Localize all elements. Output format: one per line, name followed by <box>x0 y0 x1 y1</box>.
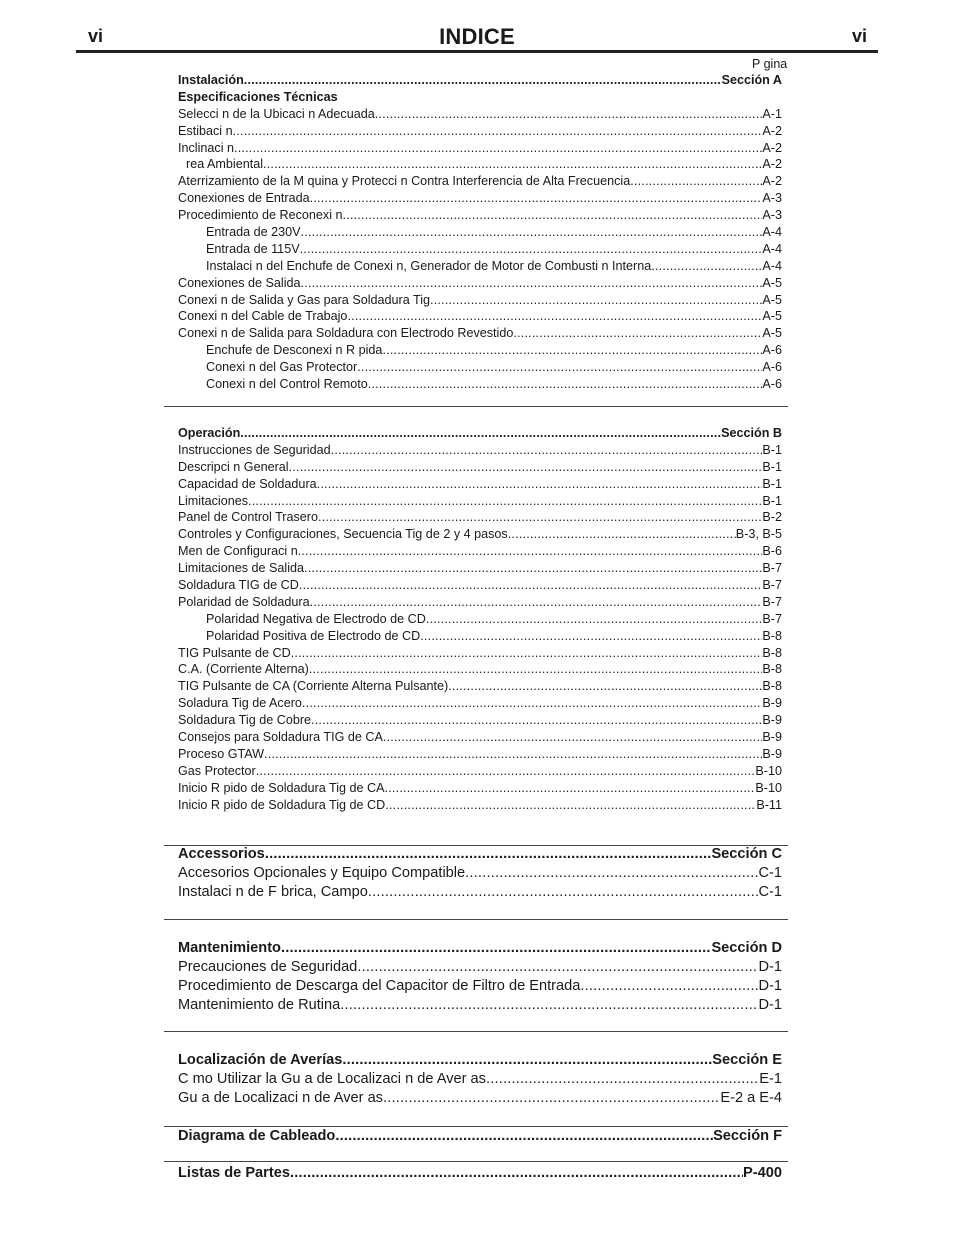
toc-entry-label: Mantenimiento de Rutina <box>178 997 341 1013</box>
toc-entry-label: Procedimiento de Reconexi n <box>178 208 343 223</box>
toc-entry-label: Estibaci n <box>178 123 233 138</box>
dot-leader <box>264 746 762 763</box>
toc-entry-page: Sección D <box>711 940 782 956</box>
toc-entry-page: B-9 <box>762 746 782 761</box>
toc-entry <box>178 611 782 628</box>
toc-entry-page: B-6 <box>762 544 782 559</box>
toc-entry-label: C mo Utilizar la Gu a de Localizaci n de Aver as <box>178 1071 486 1087</box>
toc-entry-label: Soldadura Tig de Cobre <box>178 713 312 728</box>
dot-leader <box>281 939 711 958</box>
toc-entry-page: Sección C <box>711 846 782 862</box>
toc-entry-label: Conexi n de Salida para Soldadura con Electrodo Revestido <box>178 326 514 341</box>
dot-leader <box>317 476 763 493</box>
toc-entry-label: Soladura Tig de Acero <box>178 696 302 711</box>
dot-leader <box>340 996 758 1015</box>
toc-entry-label: Limitaciones de Salida <box>178 561 305 576</box>
toc-entry-label: TIG Pulsante de CD <box>178 645 291 660</box>
toc-entry-page: A-5 <box>762 292 782 307</box>
dot-leader <box>301 224 763 241</box>
toc-entry-page: B-9 <box>762 696 782 711</box>
dot-leader <box>233 123 763 140</box>
toc-entry <box>178 958 782 977</box>
dot-leader <box>244 72 722 89</box>
toc-section-f <box>178 1127 782 1146</box>
toc-entry <box>178 442 782 459</box>
toc-entry-page: B-10 <box>755 763 782 778</box>
section-divider <box>164 406 788 407</box>
toc-entry-label: Instalación <box>178 73 244 87</box>
toc-entry <box>178 560 782 577</box>
toc-entry-page: A-6 <box>762 343 782 358</box>
dot-leader <box>508 526 736 543</box>
toc-entry-page: A-4 <box>762 225 782 240</box>
dot-leader <box>347 308 762 325</box>
toc-entry-label: Localización de Averías <box>178 1052 343 1068</box>
toc-entry-page: C-1 <box>758 884 782 900</box>
toc-entry-label: Procedimiento de Descarga del Capacitor de Filtro de Entrada <box>178 978 581 994</box>
toc-entry-page: B-11 <box>756 797 782 812</box>
toc-entry-page: A-3 <box>762 208 782 223</box>
dot-leader <box>248 493 762 510</box>
dot-leader <box>335 1127 713 1146</box>
section-divider <box>164 1161 788 1162</box>
toc-entry-label: Operación <box>178 426 241 440</box>
toc-entry-label: Listas de Partes <box>178 1165 290 1181</box>
toc-entry-page: B-9 <box>762 713 782 728</box>
dot-leader <box>357 359 762 376</box>
toc-entry-page: E-1 <box>759 1071 782 1087</box>
toc-entry-label: Polaridad Negativa de Electrodo de CD <box>206 611 426 626</box>
toc-entry-label: rea Ambiental <box>186 157 264 172</box>
toc-entry-label: Gas Protector <box>178 763 256 778</box>
toc-entry-label: Conexi n del Gas Protector <box>206 360 358 375</box>
dot-leader <box>420 628 762 645</box>
toc-entry-page: A-5 <box>762 326 782 341</box>
toc-entry <box>178 459 782 476</box>
toc-entry-label: Descripci n General <box>178 459 289 474</box>
dot-leader <box>486 1070 759 1089</box>
toc-entry-label: Polaridad Positiva de Electrodo de CD <box>206 628 421 643</box>
toc-entry-page: Sección B <box>721 426 782 440</box>
dot-leader <box>290 1164 743 1183</box>
toc-section-heading <box>178 939 782 958</box>
toc-entry-label: Inicio R pido de Soldadura Tig de CA <box>178 780 385 795</box>
toc-entry-page: Sección E <box>712 1052 782 1068</box>
toc-entry <box>178 509 782 526</box>
toc-entry-label: Accesorios Opcionales y Equipo Compatible <box>178 865 466 881</box>
toc-entry-label: Polaridad de Soldadura <box>178 594 310 609</box>
toc-entry-label: TIG Pulsante de CA (Corriente Alterna Pulsante) <box>178 679 449 694</box>
toc-entry-page: B-1 <box>762 476 782 491</box>
toc-entry <box>178 763 782 780</box>
toc-entry-label: Entrada de 115V <box>206 241 300 256</box>
toc-section-heading <box>178 425 782 442</box>
dot-leader <box>430 292 762 309</box>
toc-entry-page: A-5 <box>762 275 782 290</box>
toc-entry-label: Limitaciones <box>178 493 248 508</box>
toc-entry <box>178 493 782 510</box>
dot-leader <box>513 325 762 342</box>
toc-entry <box>178 106 782 123</box>
toc-entry-label: Diagrama de Cableado <box>178 1128 336 1144</box>
toc-entry-page: P-400 <box>743 1165 782 1181</box>
toc-entry-label: Selecci n de la Ubicaci n Adecuada <box>178 106 375 121</box>
dot-leader <box>310 190 763 207</box>
toc-section-b <box>178 425 782 813</box>
section-divider <box>164 1031 788 1032</box>
dot-leader <box>291 645 763 662</box>
dot-leader <box>289 459 763 476</box>
toc-entry-label: Conexi n del Cable de Trabajo <box>178 309 348 324</box>
toc-entry <box>178 190 782 207</box>
toc-entry-page: B-1 <box>762 442 782 457</box>
dot-leader <box>580 977 758 996</box>
toc-entry <box>178 123 782 140</box>
toc-section-heading <box>178 72 782 89</box>
toc-entry <box>178 342 782 359</box>
dot-leader <box>311 712 762 729</box>
toc-entry <box>178 275 782 292</box>
toc-entry <box>178 292 782 309</box>
toc-entry-page: B-7 <box>762 594 782 609</box>
toc-entry-page: Sección A <box>721 73 782 87</box>
toc-entry <box>178 797 782 814</box>
dot-leader <box>375 106 763 123</box>
toc-section-e <box>178 1051 782 1108</box>
toc-entry <box>178 780 782 797</box>
header-rule <box>76 50 878 53</box>
dot-leader <box>382 342 762 359</box>
toc-entry <box>178 977 782 996</box>
toc-entry-page: D-1 <box>758 959 782 975</box>
toc-entry-page: D-1 <box>758 978 782 994</box>
dot-leader <box>368 376 763 393</box>
toc-entry-page: B-7 <box>762 611 782 626</box>
toc-entry-label: Enchufe de Desconexi n R pida <box>206 343 383 358</box>
page-title: INDICE <box>439 24 515 49</box>
toc-entry-label: Capacidad de Soldadura <box>178 476 317 491</box>
toc-entry-page: Sección F <box>713 1128 782 1144</box>
toc-entry-label: Inicio R pido de Soldadura Tig de CD <box>178 797 386 812</box>
dot-leader <box>298 543 763 560</box>
dot-leader <box>240 425 721 442</box>
toc-entry-page: B-1 <box>762 459 782 474</box>
toc-section-a <box>178 72 782 393</box>
toc-entry-label: Soldadura TIG de CD <box>178 578 299 593</box>
page-number-right: vi <box>852 26 868 46</box>
dot-leader <box>448 678 762 695</box>
toc-entry-label: C.A. (Corriente Alterna) <box>178 662 309 677</box>
toc-entry-label: Conexiones de Entrada <box>178 191 310 206</box>
toc-entry <box>178 746 782 763</box>
dot-leader <box>426 611 763 628</box>
toc-entry-page: B-7 <box>762 561 782 576</box>
toc-entry-page: A-2 <box>762 174 782 189</box>
toc-entry-page: B-1 <box>762 493 782 508</box>
toc-entry-label: Consejos para Soldadura TIG de CA <box>178 730 383 745</box>
dot-leader <box>256 763 756 780</box>
toc-entry <box>178 1089 782 1108</box>
toc-entry-page: B-8 <box>762 662 782 677</box>
toc-entry-label: Conexi n del Control Remoto <box>206 377 368 392</box>
toc-entry <box>178 996 782 1015</box>
dot-leader <box>234 140 762 157</box>
toc-entry <box>178 359 782 376</box>
toc-section-heading <box>178 1164 782 1183</box>
toc-entry-page: A-6 <box>762 360 782 375</box>
dot-leader <box>385 797 756 814</box>
dot-leader <box>300 241 763 258</box>
toc-entry-page: A-4 <box>762 241 782 256</box>
dot-leader <box>465 864 758 883</box>
toc-section-parts <box>178 1164 782 1183</box>
toc-entry <box>178 645 782 662</box>
toc-entry-label: Proceso GTAW <box>178 746 265 761</box>
toc-entry <box>178 308 782 325</box>
toc-entry <box>178 577 782 594</box>
toc-entry-label: Aterrizamiento de la M quina y Protecci n Contra Interferencia de Alta Frecuencia <box>178 174 631 189</box>
section-divider <box>164 919 788 920</box>
toc-entry-page: B-2 <box>762 510 782 525</box>
toc-entry <box>178 156 782 173</box>
toc-entry <box>178 678 782 695</box>
toc-section-heading <box>178 1051 782 1070</box>
toc-entry <box>178 1070 782 1089</box>
toc-entry-label: Inclinaci n <box>178 140 235 155</box>
dot-leader <box>357 958 758 977</box>
toc-entry-label: Entrada de 230V <box>206 225 301 240</box>
toc-entry-label: Especificaciones Técnicas <box>178 89 338 104</box>
toc-entry-page: C-1 <box>758 865 782 881</box>
dot-leader <box>263 156 762 173</box>
toc-entry-page: A-6 <box>762 377 782 392</box>
toc-entry <box>178 241 782 258</box>
dot-leader <box>383 1089 720 1108</box>
toc-entry-page: A-2 <box>762 140 782 155</box>
toc-section-c <box>178 845 782 902</box>
toc-entry <box>178 376 782 393</box>
toc-entry-page: B-9 <box>762 730 782 745</box>
toc-entry-label: Precauciones de Seguridad <box>178 959 358 975</box>
toc-subheading <box>178 89 782 106</box>
toc-entry-page: A-3 <box>762 191 782 206</box>
dot-leader <box>331 442 763 459</box>
toc-entry-label: Panel de Control Trasero <box>178 510 319 525</box>
toc-entry <box>178 864 782 883</box>
toc-entry <box>178 594 782 611</box>
toc-entry-label: Instalaci n del Enchufe de Conexi n, Generador de Motor de Combusti n Interna <box>206 258 652 273</box>
dot-leader <box>301 275 763 292</box>
dot-leader <box>651 258 762 275</box>
toc-entry-page: A-2 <box>762 123 782 138</box>
toc-entry-label: Instalaci n de F brica, Campo <box>178 884 368 900</box>
dot-leader <box>265 845 712 864</box>
toc-entry <box>178 543 782 560</box>
toc-entry-label: Accessorios <box>178 846 265 862</box>
page-number-left: vi <box>88 26 104 46</box>
toc-entry <box>178 173 782 190</box>
toc-entry <box>178 224 782 241</box>
dot-leader <box>385 780 756 797</box>
toc-entry-page: B-8 <box>762 628 782 643</box>
toc-entry-page: E-2 a E-4 <box>720 1090 782 1106</box>
toc-entry-page: B-3, B-5 <box>735 527 782 542</box>
toc-entry-label: Gu a de Localizaci n de Aver as <box>178 1090 383 1106</box>
dot-leader <box>343 207 763 224</box>
toc-entry <box>178 628 782 645</box>
toc-entry <box>178 661 782 678</box>
toc-entry <box>178 258 782 275</box>
toc-entry-page: A-5 <box>762 309 782 324</box>
toc-entry-page: D-1 <box>758 997 782 1013</box>
toc-entry <box>178 476 782 493</box>
toc-entry-page: B-8 <box>762 645 782 660</box>
toc-entry-page: A-2 <box>762 157 782 172</box>
toc-entry-page: B-7 <box>762 578 782 593</box>
dot-leader <box>368 883 759 902</box>
toc-entry-page: A-1 <box>762 106 782 121</box>
toc-entry-label: Instrucciones de Seguridad <box>178 442 331 457</box>
toc-entry <box>178 207 782 224</box>
toc-entry <box>178 712 782 729</box>
toc-entry-label: Mantenimiento <box>178 940 281 956</box>
dot-leader <box>630 173 762 190</box>
toc-entry <box>178 325 782 342</box>
toc-entry <box>178 729 782 746</box>
toc-entry-page: B-10 <box>755 780 782 795</box>
dot-leader <box>342 1051 712 1070</box>
toc-entry-label: Conexiones de Salida <box>178 275 301 290</box>
toc-entry-label: Men de Configuraci n <box>178 544 298 559</box>
toc-entry-page: B-8 <box>762 679 782 694</box>
dot-leader <box>310 594 763 611</box>
toc-entry <box>178 526 782 543</box>
dot-leader <box>318 509 762 526</box>
dot-leader <box>304 560 762 577</box>
toc-section-d <box>178 939 782 1015</box>
toc-entry-label: Conexi n de Salida y Gas para Soldadura Tig <box>178 292 431 307</box>
toc-entry-label: Controles y Configuraciones, Secuencia Tig de 2 y 4 pasos <box>178 527 508 542</box>
dot-leader <box>383 729 763 746</box>
toc-entry <box>178 883 782 902</box>
toc-section-heading <box>178 1127 782 1146</box>
pagina-column-label: P gina <box>752 57 788 71</box>
toc-entry <box>178 140 782 157</box>
toc-entry-page: A-4 <box>762 258 782 273</box>
dot-leader <box>302 695 762 712</box>
dot-leader <box>309 661 763 678</box>
dot-leader <box>299 577 763 594</box>
toc-entry <box>178 695 782 712</box>
toc-section-heading <box>178 845 782 864</box>
